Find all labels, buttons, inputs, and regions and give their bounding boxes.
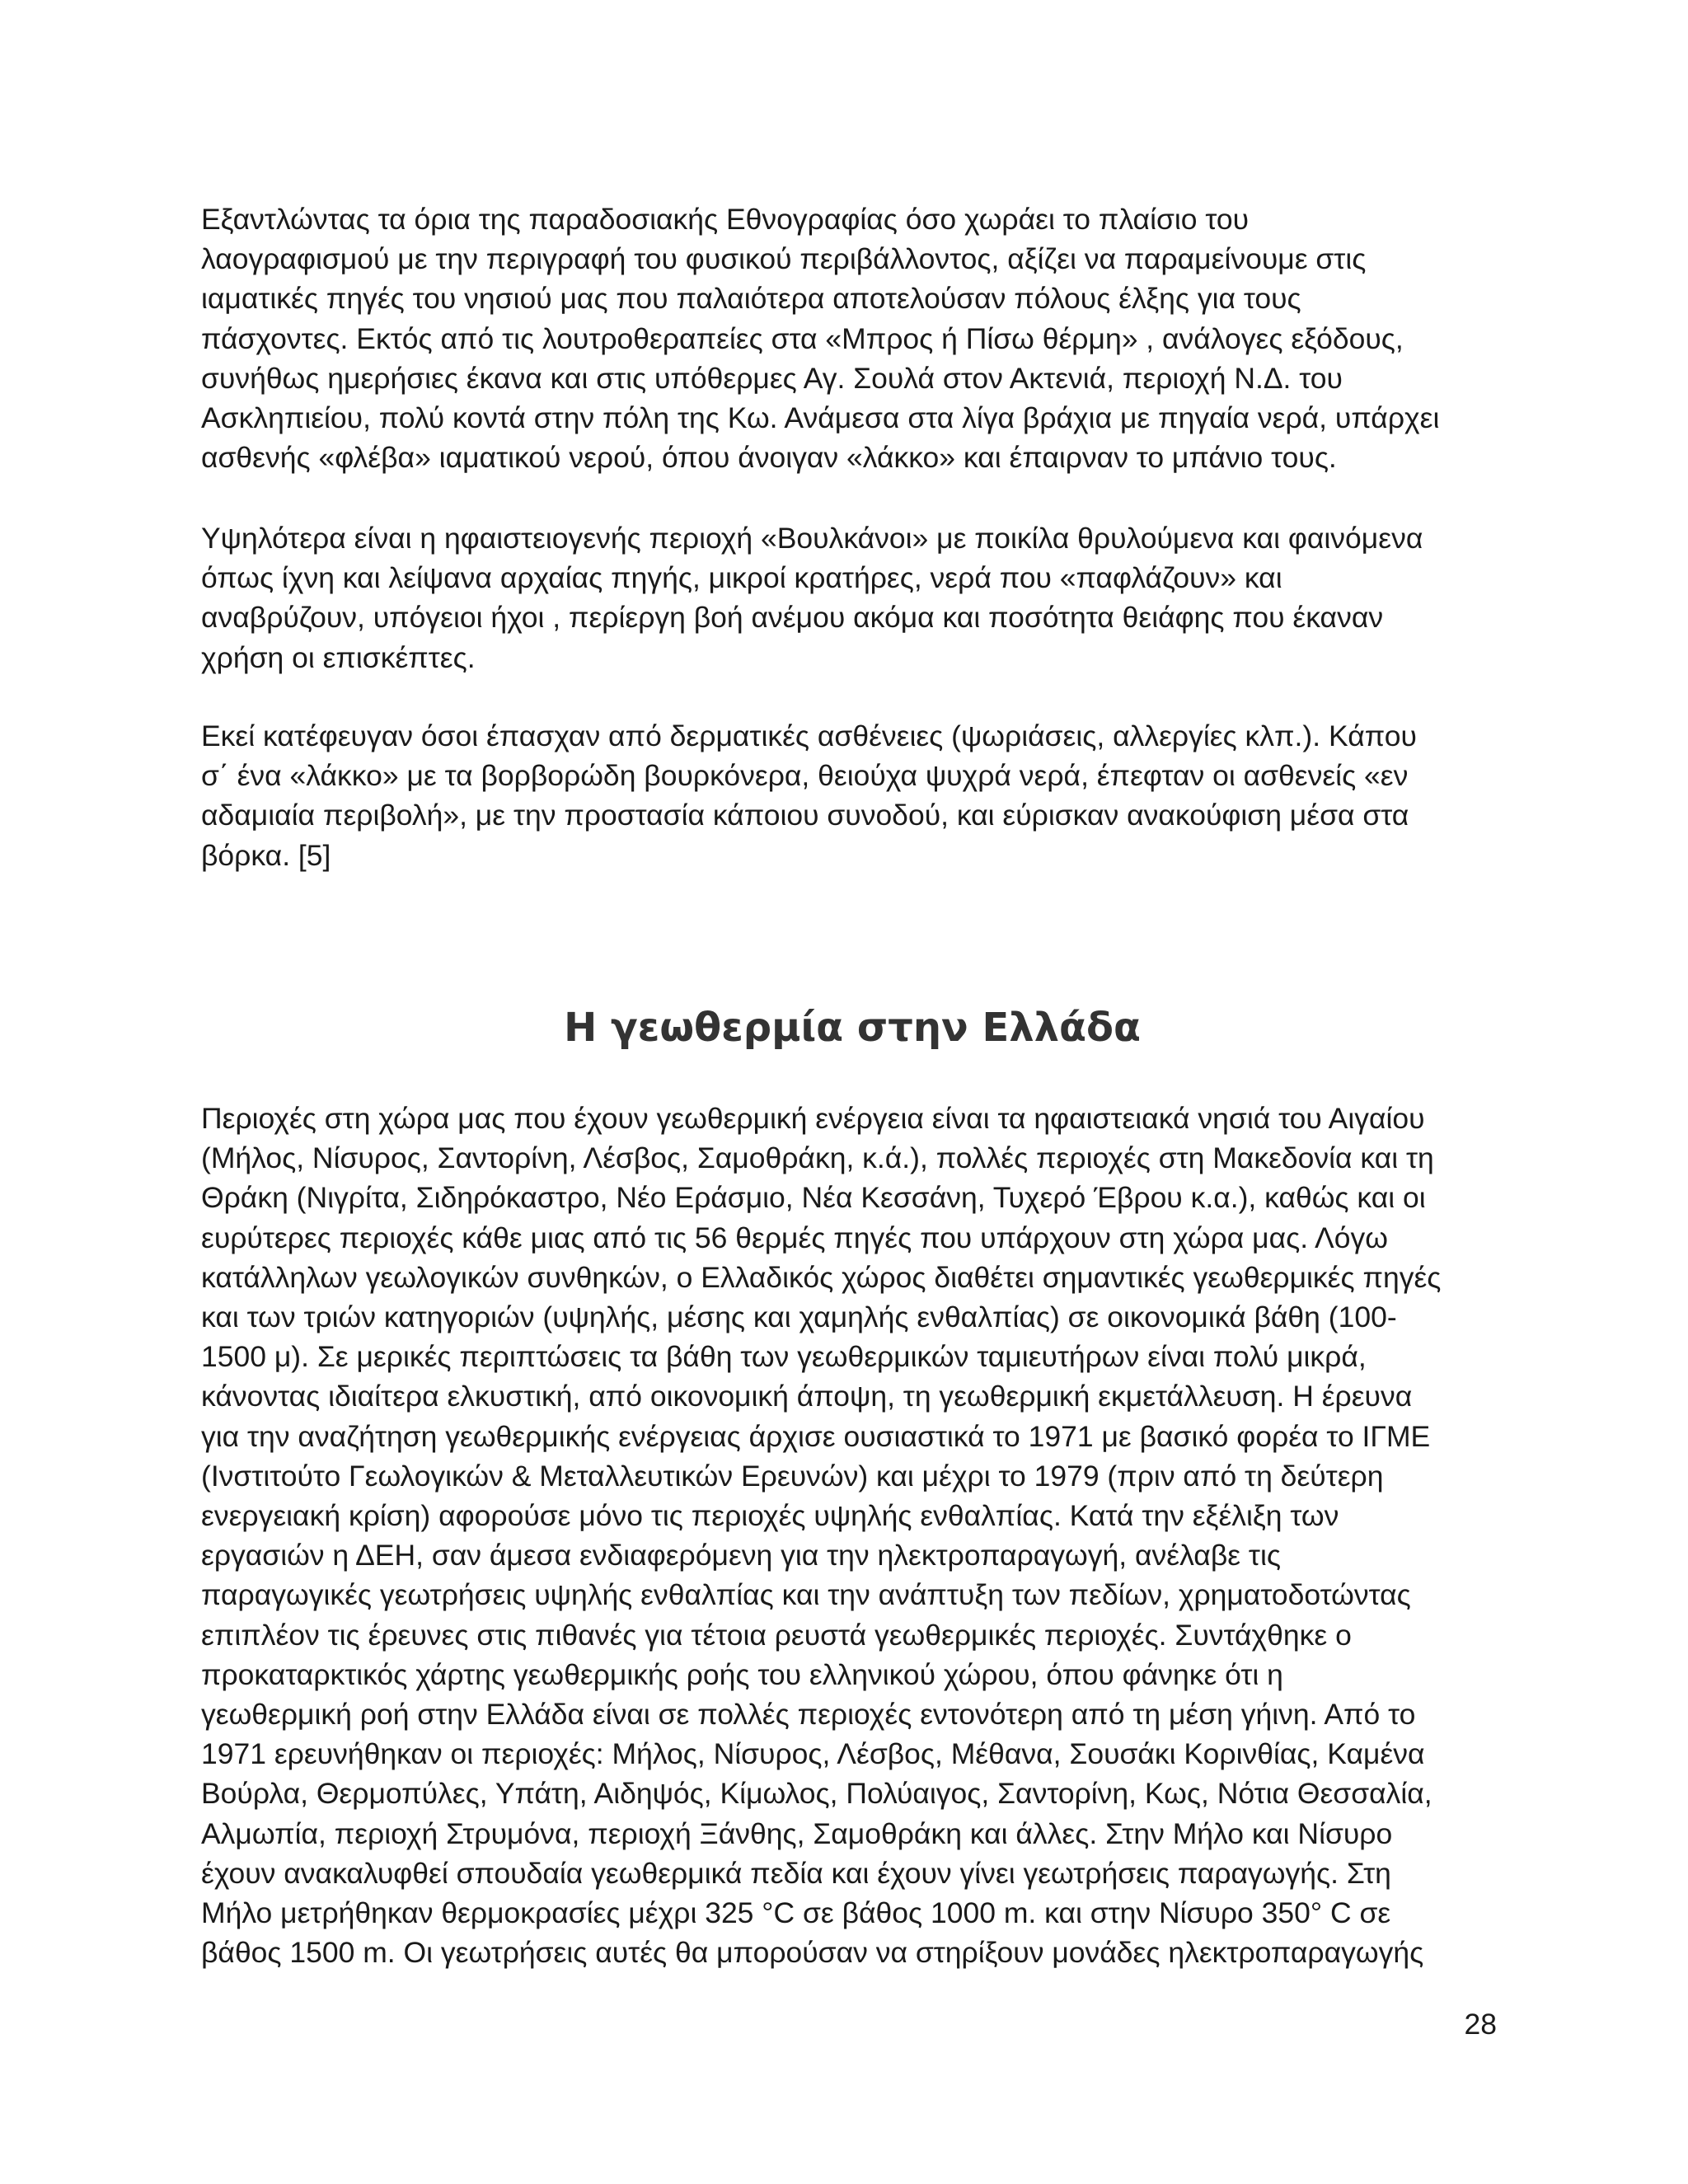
text-line: βάθος 1500 m. Οι γεωτρήσεις αυτές θα μπορούσαν να στηρίξουν μονάδες ηλεκτροπαραγωγής: [201, 1936, 1424, 1970]
text-line: γεωθερμική ροή στην Ελλάδα είναι σε πολλές περιοχές εντονότερη από τη μέση γήινη. Από το: [201, 1698, 1416, 1732]
text-line: χρήση οι επισκέπτες.: [201, 640, 476, 674]
text-line: κατάλληλων γεωλογικών συνθηκών, ο Ελλαδικός χώρος διαθέτει σημαντικές γεωθερμικές πηγές: [201, 1260, 1442, 1294]
text-line: παραγωγικές γεωτρήσεις υψηλής ενθαλπίας και την ανάπτυξη των πεδίων, χρηματοδοτώντας: [201, 1578, 1411, 1612]
page-number: 28: [1464, 2008, 1497, 2041]
text-line: (Ινστιτούτο Γεωλογικών & Μεταλλευτικών Ερευνών) και μέχρι το 1979 (πριν από τη δεύτερη: [201, 1459, 1384, 1493]
text-line: Μήλο μετρήθηκαν θερμοκρασίες μέχρι 325 °C σε βάθος 1000 m. και στην Νίσυρο 350° C σε: [201, 1896, 1391, 1930]
text-line: έχουν ανακαλυφθεί σπουδαία γεωθερμικά πεδία και έχουν γίνει γεωτρήσεις παραγωγής. Στη: [201, 1856, 1391, 1890]
text-line: κάνοντας ιδιαίτερα ελκυστική, από οικονομική άποψη, τη γεωθερμική εκμετάλλευση. Η έρευνα: [201, 1380, 1413, 1413]
text-line: ευρύτερες περιοχές κάθε μιας από τις 56 θερμές πηγές που υπάρχουν στη χώρα μας. Λόγω: [201, 1221, 1388, 1254]
text-line: λαογραφισμού με την περιγραφή του φυσικού περιβάλλοντος, αξίζει να παραμείνουμε στις: [201, 242, 1367, 276]
paragraph-volcanic-area: [201, 518, 1503, 677]
text-line: Βούρλα, Θερμοπύλες, Υπάτη, Αιδηψός, Κίμωλος, Πολύαιγος, Σαντορίνη, Κως, Νότια Θεσσαλία,: [201, 1777, 1432, 1811]
text-line: σ΄ ένα «λάκκο» με τα βορβορώδη βουρκόνερα, θειούχα ψυχρά νερά, έπεφταν οι ασθενείς «εν: [201, 759, 1409, 793]
text-line: πάσχοντες. Εκτός από τις λουτροθεραπείες στα «Μπρος ή Πίσω θέρμη» , ανάλογες εξόδους,: [201, 321, 1404, 355]
text-line: Εκεί κατέφευγαν όσοι έπασχαν από δερματικές ασθένειες (ψωριάσεις, αλλεργίες κλπ.). Κάπου: [201, 719, 1417, 752]
text-line: Ασκληπιείου, πολύ κοντά στην πόλη της Κω. Ανάμεσα στα λίγα βράχια με πηγαία νερά, υπάρχει: [201, 401, 1440, 435]
text-line: 1971 ερευνήθηκαν οι περιοχές: Μήλος, Νίσυρος, Λέσβος, Μέθανα, Σουσάκι Κορινθίας, Καμένα: [201, 1737, 1425, 1771]
text-line: ασθενής «φλέβα» ιαματικού νερού, όπου άνοιγαν «λάκκο» και έπαιρναν το μπάνιο τους.: [201, 441, 1337, 475]
paragraph-geothermal-greece: [201, 1099, 1503, 1972]
section-title: Η γεωθερμία στην Ελλάδα: [564, 1005, 1141, 1051]
text-line: επιπλέον τις έρευνες στις πιθανές για τέτοια ρευστά γεωθερμικές περιοχές. Συντάχθηκε ο: [201, 1618, 1352, 1652]
text-line: και των τριών κατηγοριών (υψηλής, μέσης και χαμηλής ενθαλπίας) σε οικονομικά βάθη (100-: [201, 1301, 1397, 1334]
text-line: συνήθως ημερήσιες έκανα και στις υπόθερμες Αγ. Σουλά στον Ακτενιά, περιοχή Ν.Δ. του: [201, 361, 1343, 395]
paragraph-skin-ailments: [201, 716, 1503, 875]
text-line: ενεργειακή κρίση) αφορούσε μόνο τις περιοχές υψηλής ενθαλπίας. Κατά την εξέλιξη των: [201, 1499, 1339, 1533]
text-line: Αλμωπία, περιοχή Στρυμόνα, περιοχή Ξάνθης, Σαμοθράκη και άλλες. Στην Μήλο και Νίσυρο: [201, 1816, 1393, 1850]
text-line: προκαταρκτικός χάρτης γεωθερμικής ροής του ελληνικού χώρου, όπου φάνηκε ότι η: [201, 1657, 1283, 1691]
text-line: βόρκα. [5]: [201, 838, 331, 872]
text-line: όπως ίχνη και λείψανα αρχαίας πηγής, μικροί κρατήρες, νερά που «παφλάζουν» και: [201, 561, 1282, 595]
text-line: (Μήλος, Νίσυρος, Σαντορίνη, Λέσβος, Σαμοθράκη, κ.ά.), πολλές περιοχές στη Μακεδονία και τη: [201, 1141, 1434, 1175]
text-line: Θράκη (Νιγρίτα, Σιδηρόκαστρο, Νέο Εράσμιο, Νέα Κεσσάνη, Τυχερό Έβρου κ.α.), καθώς και οι: [201, 1181, 1426, 1215]
text-line: Περιοχές στη χώρα μας που έχουν γεωθερμική ενέργεια είναι τα ηφαιστειακά νησιά του Αιγαίου: [201, 1102, 1425, 1135]
text-line: ιαματικές πηγές του νησιού μας που παλαιότερα αποτελούσαν πόλους έλξης για τους: [201, 282, 1301, 316]
text-line: 1500 μ). Σε μερικές περιπτώσεις τα βάθη των γεωθερμικών ταμιευτήρων είναι πολύ μικρά,: [201, 1340, 1367, 1374]
text-line: για την αναζήτηση γεωθερμικής ενέργειας άρχισε ουσιαστικά το 1971 με βασικό φορέα το ΙΓΜΕ: [201, 1419, 1431, 1453]
text-line: αδαμιαία περιβολή», με την προστασία κάποιου συνοδού, και εύρισκαν ανακούφιση μέσα στα: [201, 799, 1409, 832]
text-line: εργασιών η ΔΕΗ, σαν άμεσα ενδιαφερόμενη για την ηλεκτροπαραγωγή, ανέλαβε τις: [201, 1539, 1281, 1572]
text-line: Υψηλότερα είναι η ηφαιστειογενής περιοχή «Βουλκάνοι» με ποικίλα θρυλούμενα και φαινόμενα: [201, 522, 1423, 555]
paragraph-thermal-springs: [201, 199, 1503, 477]
text-line: Εξαντλώντας τα όρια της παραδοσιακής Εθνογραφίας όσο χωράει το πλαίσιο του: [201, 203, 1250, 236]
text-line: αναβρύζουν, υπόγειοι ήχοι , περίεργη βοή ανέμου ακόμα και ποσότητα θειάφης που έκαναν: [201, 601, 1384, 635]
